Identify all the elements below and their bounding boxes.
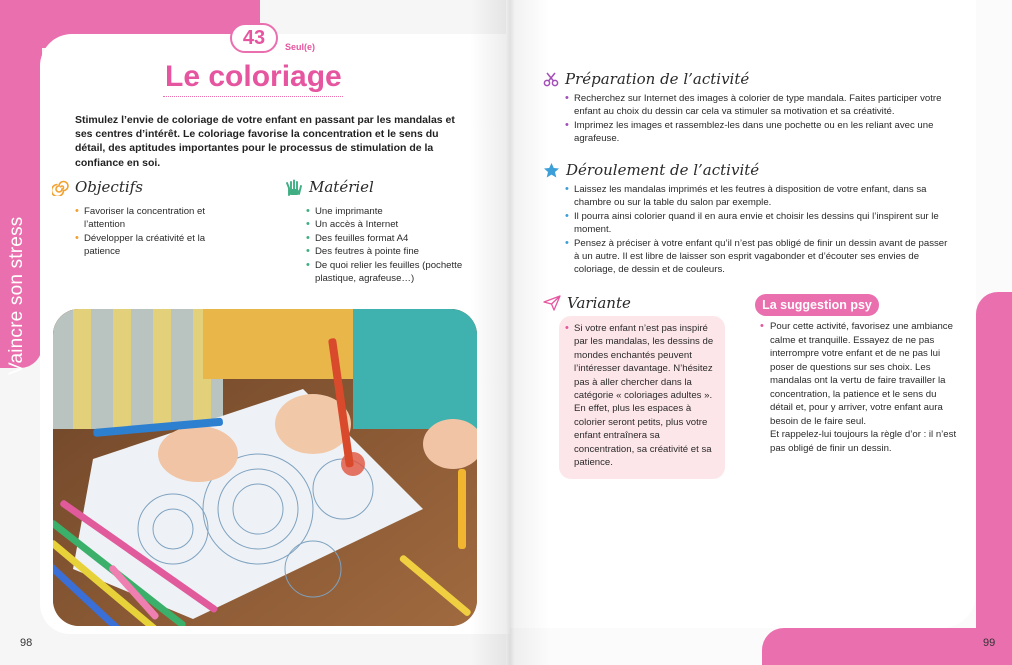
chapter-side-label: Vaincre son stress (6, 216, 27, 375)
page-title: Le coloriage (165, 60, 342, 93)
list-item: • Une imprimante (306, 205, 481, 218)
page-number-right: 99 (983, 637, 996, 649)
book-gutter-shadow (470, 0, 550, 665)
list-item: • Des feutres à pointe fine (306, 245, 481, 258)
intro-paragraph: Stimulez l’envie de coloriage de votre enfant en passant par les mandalas et ses centres d’intérêt. Le coloriage favorise la concentration et le sens du détail, des aptitudes importantes pour le processus de stimulation de la confiance en soi. (75, 114, 455, 169)
hand-icon (285, 179, 303, 196)
star-icon (543, 162, 560, 179)
list-item: • Développer la créativité et la patience (75, 232, 225, 259)
suggestion-golden-rule: Et rappelez-lui toujours la règle d’or : il n’est pas obligé de finir un dessin. (770, 429, 957, 454)
objectifs-list (75, 205, 225, 259)
pink-right-band (976, 292, 1012, 665)
deroulement-list (565, 183, 955, 277)
title-underline (163, 96, 343, 97)
variante-heading: Variante (543, 294, 631, 312)
list-item: • De quoi relier les feuilles (pochette plastique, agrafeuse…) (306, 259, 481, 286)
list-item: • Recherchez sur Internet des images à colorier de type mandala. Faites participer votre enfant au choix du dessin car cela va stimuler sa motivation et sa créativité. (565, 92, 955, 119)
list-item: • Favoriser la concentration et l’attention (75, 205, 225, 232)
preparation-heading: Préparation de l’activité (543, 70, 749, 88)
activity-number-badge: 43 (230, 23, 278, 53)
list-item: • Si votre enfant n’est pas inspiré par les mandalas, les dessins de mondes enchantés peuvent l’intéresser davantage. N’hésitez pas à aller chercher dans la catégorie « coloriages adultes ». En effet, plus les espaces à colorier seront petits, plus votre enfant entraînera sa concentration, sa créativité et sa patience. (565, 322, 720, 469)
list-item: • Un accès à Internet (306, 218, 481, 231)
page-number-left: 98 (20, 637, 33, 649)
list-item: • Des feuilles format A4 (306, 232, 481, 245)
spiral-icon (52, 179, 69, 196)
list-item: • Il pourra ainsi colorier quand il en aura envie et choisir les dessins qui l’inspirent sur le moment. (565, 210, 955, 237)
suggestion-paragraph: • Pour cette activité, favorisez une ambiance calme et tranquille. Essayez de ne pas interrompre votre enfant et de ne pas lui poser de questions sur ses choix. Les mandalas ont la vertu de faire travailler la concentration, la patience et le sens du détail et, pour y arriver, votre enfant aura besoin de le faire seul. (760, 320, 960, 428)
variante-list (565, 322, 720, 469)
list-item: • Imprimez les images et rassemblez-les dans une pochette ou en les reliant avec une agrafeuse. (565, 119, 955, 146)
pink-bottom-band (762, 628, 1012, 665)
suggestion-psy-badge: La suggestion psy (755, 294, 879, 316)
list-item: • Pensez à préciser à votre enfant qu’il n’est pas obligé de finir un dessin avant de passer à un autre. Il est libre de laisser son esprit vagabonder et d’écouter ses envies de coloriage, de dessin et de couleurs. (565, 237, 955, 277)
scissors-icon (543, 71, 559, 87)
materiel-heading: Matériel (285, 178, 374, 196)
materiel-list (306, 205, 481, 285)
activity-mode: Seul(e) (285, 42, 316, 52)
deroulement-heading: Déroulement de l’activité (543, 161, 759, 179)
suggestion-psy-text (760, 320, 960, 455)
objectifs-heading: Objectifs (52, 178, 143, 196)
coloring-photo (53, 309, 477, 626)
paper-plane-icon (543, 295, 561, 311)
list-item: • Laissez les mandalas imprimés et les feutres à disposition de votre enfant, dans sa chambre ou sur la table du salon par exemple. (565, 183, 955, 210)
preparation-list (565, 92, 955, 146)
